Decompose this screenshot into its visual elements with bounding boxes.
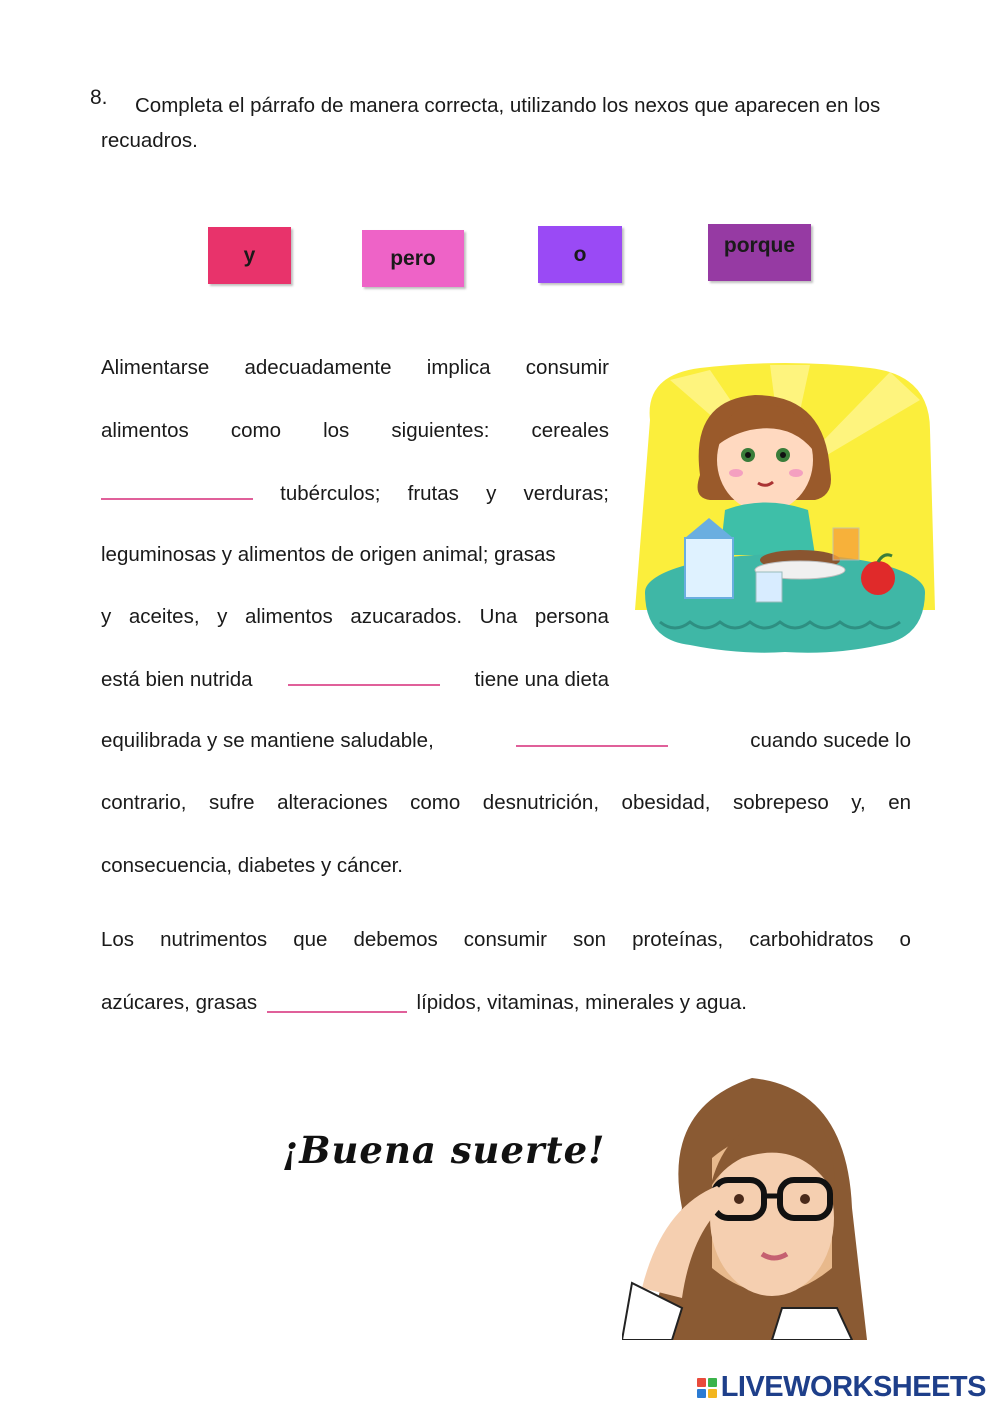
- paragraph1-line9: consecuencia, diabetes y cáncer.: [101, 854, 403, 877]
- liveworksheets-logo-icon: [697, 1378, 717, 1398]
- answer-blank-2[interactable]: [288, 683, 440, 686]
- logo-square: [697, 1378, 706, 1387]
- paragraph1-line2: alimentos como los siguientes: cereales: [101, 419, 609, 442]
- option-pero[interactable]: pero: [362, 230, 464, 287]
- logo-square: [708, 1389, 717, 1398]
- option-porque[interactable]: porque: [708, 224, 811, 281]
- exercise-instruction: Completa el párrafo de manera correcta, utilizando los nexos que aparecen en los recuadros.: [101, 94, 881, 152]
- paragraph2-line1: Los nutrimentos que debemos consumir son proteínas, carbohidratos o: [101, 928, 911, 951]
- paragraph1-line3: tubérculos; frutas y verduras;: [101, 482, 609, 506]
- exercise-number: 8.: [90, 86, 108, 109]
- brand-footer: [697, 1371, 986, 1404]
- logo-square: [697, 1389, 706, 1398]
- girl-eating-illustration: [630, 360, 940, 660]
- logo-square: [708, 1378, 717, 1387]
- paragraph1-line5: y aceites, y alimentos azucarados. Una persona: [101, 605, 609, 628]
- paragraph1-line6: está bien nutrida tiene una dieta: [101, 668, 609, 691]
- paragraph1-line4: leguminosas y alimentos de origen animal; grasas: [101, 543, 556, 566]
- paragraph1-line8: contrario, sufre alteraciones como desnutrición, obesidad, sobrepeso y, en: [101, 791, 911, 814]
- paragraph1-line1: Alimentarse adecuadamente implica consumir: [101, 356, 609, 379]
- closing-message: ¡Buena suerte!: [282, 1128, 606, 1172]
- teacher-avatar: [622, 1068, 882, 1340]
- paragraph1-line7: equilibrada y se mantiene saludable, cuando sucede lo: [101, 729, 911, 752]
- option-o[interactable]: o: [538, 226, 622, 283]
- answer-blank-1[interactable]: [101, 497, 253, 500]
- option-y[interactable]: y: [208, 227, 291, 284]
- brand-name: LIVEWORKSHEETS: [720, 1371, 986, 1403]
- paragraph2-line2: azúcares, grasas lípidos, vitaminas, minerales y agua.: [101, 991, 747, 1014]
- answer-blank-4[interactable]: [267, 1010, 407, 1013]
- answer-blank-3[interactable]: [516, 744, 668, 747]
